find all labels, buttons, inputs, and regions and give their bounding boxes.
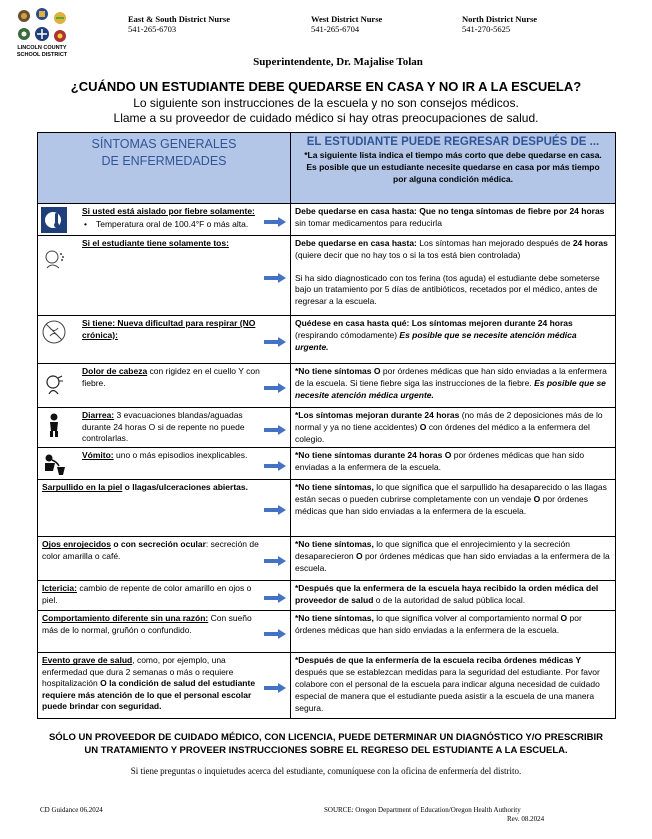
diarrhea-icon (41, 412, 67, 438)
headache-icon (41, 372, 67, 398)
col-header-return: EL ESTUDIANTE PUEDE REGRESAR DESPUÉS DE ... *La siguiente lista indica el tiempo más corto que debe quedarse en casa. Es posible que un estudiante necesite quedarse en casa por más tiempo por alguna condición médica. (291, 133, 616, 204)
return-cell: *No tiene síntomas, lo que significa que el enrojecimiento y la secreción desaparecieron O por órdenes médicas que han sido enviadas a la enfermera de la escuela. (291, 537, 616, 581)
table-row (38, 316, 616, 364)
return-cell: Quédese en casa hasta qué: Los síntomas mejoren durante 24 horas (respirando cómodamente) Es posible que se necesite atención médica urgente. (291, 316, 616, 364)
right-arrow-icon (264, 629, 286, 639)
symptom-cell: Vómito: uno o más episodios inexplicables. (38, 448, 291, 480)
nurse-north: North District Nurse 541-270-5625 (462, 14, 538, 34)
symptom-cell: Comportamiento diferente sin una razón: Con sueño más de lo normal, gruñón o confundido. (38, 611, 291, 653)
right-arrow-icon (264, 425, 286, 435)
symptom-cell: Si tiene: Nueva dificultad para respirar (NO crónica): (38, 316, 291, 364)
return-cell: *No tiene síntomas, lo que significa volver al comportamiento normal O por órdenes médicas que han sido enviadas a la enfermera de la escuela. (291, 611, 616, 653)
guidance-code: CD Guidance 06.2024 (40, 806, 103, 814)
nurse-east-south: East & South District Nurse 541-265-6703 (128, 14, 230, 34)
table-row (38, 581, 616, 611)
table-row (38, 448, 616, 480)
symptom-cell: Dolor de cabeza con rigidez en el cuello Y con fiebre. (38, 364, 291, 408)
return-cell: Debe quedarse en casa hasta: Que no tenga síntomas de fiebre por 24 horas sin tomar medicamentos para reducirla (291, 204, 616, 236)
disclaimer: SÓLO UN PROVEEDOR DE CUIDADO MÉDICO, CON LICENCIA, PUEDE DETERMINAR UN DIAGNÓSTICO Y/O PRESCRIBIR UN TRATAMIENTO Y PROVEER INSTRUCCIONES SOBRE EL REGRESO DEL ESTUDIANTE A LA ESCUELA. (48, 732, 604, 756)
return-cell: Debe quedarse en casa hasta: Los síntomas han mejorado después de 24 horas (quiere decir que no hay tos o si la tos está bien controlada) Si ha sido diagnosticado con tos ferina (tos aguda) el estudiante debe someterse bajo un tratamiento por 5 días de antibióticos, recetados por el médico, antes de regresar a la escuela. (291, 236, 616, 316)
return-cell: *Los síntomas mejoran durante 24 horas (no más de 2 deposiciones más de lo normal y ya no tiene accidentes) O con órdenes del médico a la enfermera del colegio. (291, 408, 616, 448)
symptom-cell: Diarrea: 3 evacuaciones blandas/aguadas durante 24 horas O si de repente no puede controlarlas. (38, 408, 291, 448)
table-row (38, 408, 616, 448)
right-arrow-icon (264, 273, 286, 283)
return-cell: *Después que la enfermera de la escuela haya recibido la orden médica del proveedor de salud o de la autoridad de salud pública local. (291, 581, 616, 611)
page-title: ¿CUÁNDO UN ESTUDIANTE DEBE QUEDARSE EN CASA Y NO IR A LA ESCUELA? (70, 79, 582, 94)
right-arrow-icon (264, 593, 286, 603)
symptom-table (37, 132, 616, 719)
cough-icon (41, 246, 67, 272)
table-row (38, 364, 616, 408)
contact-note: Si tiene preguntas o inquietudes acerca del estudiante, comuníquese con la oficina de enfermería del distrito. (130, 766, 522, 776)
col-header-symptoms: SÍNTOMAS GENERALES DE ENFERMEDADES (38, 133, 291, 204)
symptom-cell: Evento grave de salud, como, por ejemplo, una enfermedad que dura 2 semanas o más o requiere hospitalización O la condición de salud del estudiante requiere más atención de lo que el personal escolar puede brindar con seguridad. (38, 653, 291, 719)
superintendent: Superintendente, Dr. Majalise Tolan (253, 56, 423, 68)
return-cell: *No tiene síntomas, lo que significa que el sarpullido ha desaparecido o las llagas están secas o pueden cubrirse completamente con un vendaje O por órdenes médicas que han sido enviadas a la enfermera de la escuela. (291, 480, 616, 537)
subtitle-line-2: Llame a su proveedor de cuidado médico si hay otras preocupaciones de salud. (113, 111, 539, 125)
right-arrow-icon (264, 383, 286, 393)
letterhead (0, 8, 652, 68)
table-row (38, 653, 616, 719)
district-logo-text: LINCOLN COUNTY SCHOOL DISTRICT (16, 45, 68, 58)
table-row (38, 236, 616, 316)
table-row (38, 480, 616, 537)
mascot-logo-icon (16, 8, 68, 44)
right-arrow-icon (264, 505, 286, 515)
right-arrow-icon (264, 683, 286, 693)
subtitle-line-1: Lo siguiente son instrucciones de la escuela y no son consejos médicos. (133, 96, 519, 110)
return-cell: *Después de que la enfermería de la escuela reciba órdenes médicas Y después que se establezcan medidas para la seguridad del estudiante. Por favor colabore con el personal de la escuela para indicar alguna necesidad de cuidado especial de manera que el estudiante pueda asistir a la escuela de una manera segura. (291, 653, 616, 719)
symptom-cell: Ictericia: cambio de repente de color amarillo en ojos o piel. (38, 581, 291, 611)
table-row (38, 204, 616, 236)
table-row (38, 537, 616, 581)
return-cell: *No tiene síntomas O por órdenes médicas que han sido enviadas a la enfermera de la escuela. Si tiene fiebre siga las instrucciones de la fiebre. Es posible que se necesite atención médica urgente. (291, 364, 616, 408)
right-arrow-icon (264, 217, 286, 227)
vomit-icon (41, 451, 67, 477)
nurse-west: West District Nurse 541-265-6704 (311, 14, 383, 34)
thermometer-icon (41, 207, 67, 233)
symptom-cell: Si el estudiante tiene solamente tos: (38, 236, 291, 316)
symptom-cell: Ojos enrojecidos o con secreción ocular: secreción de color amarilla o café. (38, 537, 291, 581)
right-arrow-icon (264, 337, 286, 347)
right-arrow-icon (264, 556, 286, 566)
revision-date: Rev. 08.2024 (507, 815, 545, 823)
source-note: SOURCE: Oregon Department of Education/Oregon Health Authority (324, 806, 521, 814)
symptom-cell: Sarpullido en la piel o llagas/ulceraciones abiertas. (38, 480, 291, 537)
symptom-cell: Si usted está aislado por fiebre solamente: • Temperatura oral de 100.4°F o más alta. (38, 204, 291, 236)
table-header-row (38, 133, 616, 204)
return-cell: *No tiene síntomas durante 24 horas O por órdenes médicas que han sido enviadas a la enfermera de la escuela. (291, 448, 616, 480)
right-arrow-icon (264, 461, 286, 471)
breathing-icon (41, 319, 67, 345)
table-row (38, 611, 616, 653)
